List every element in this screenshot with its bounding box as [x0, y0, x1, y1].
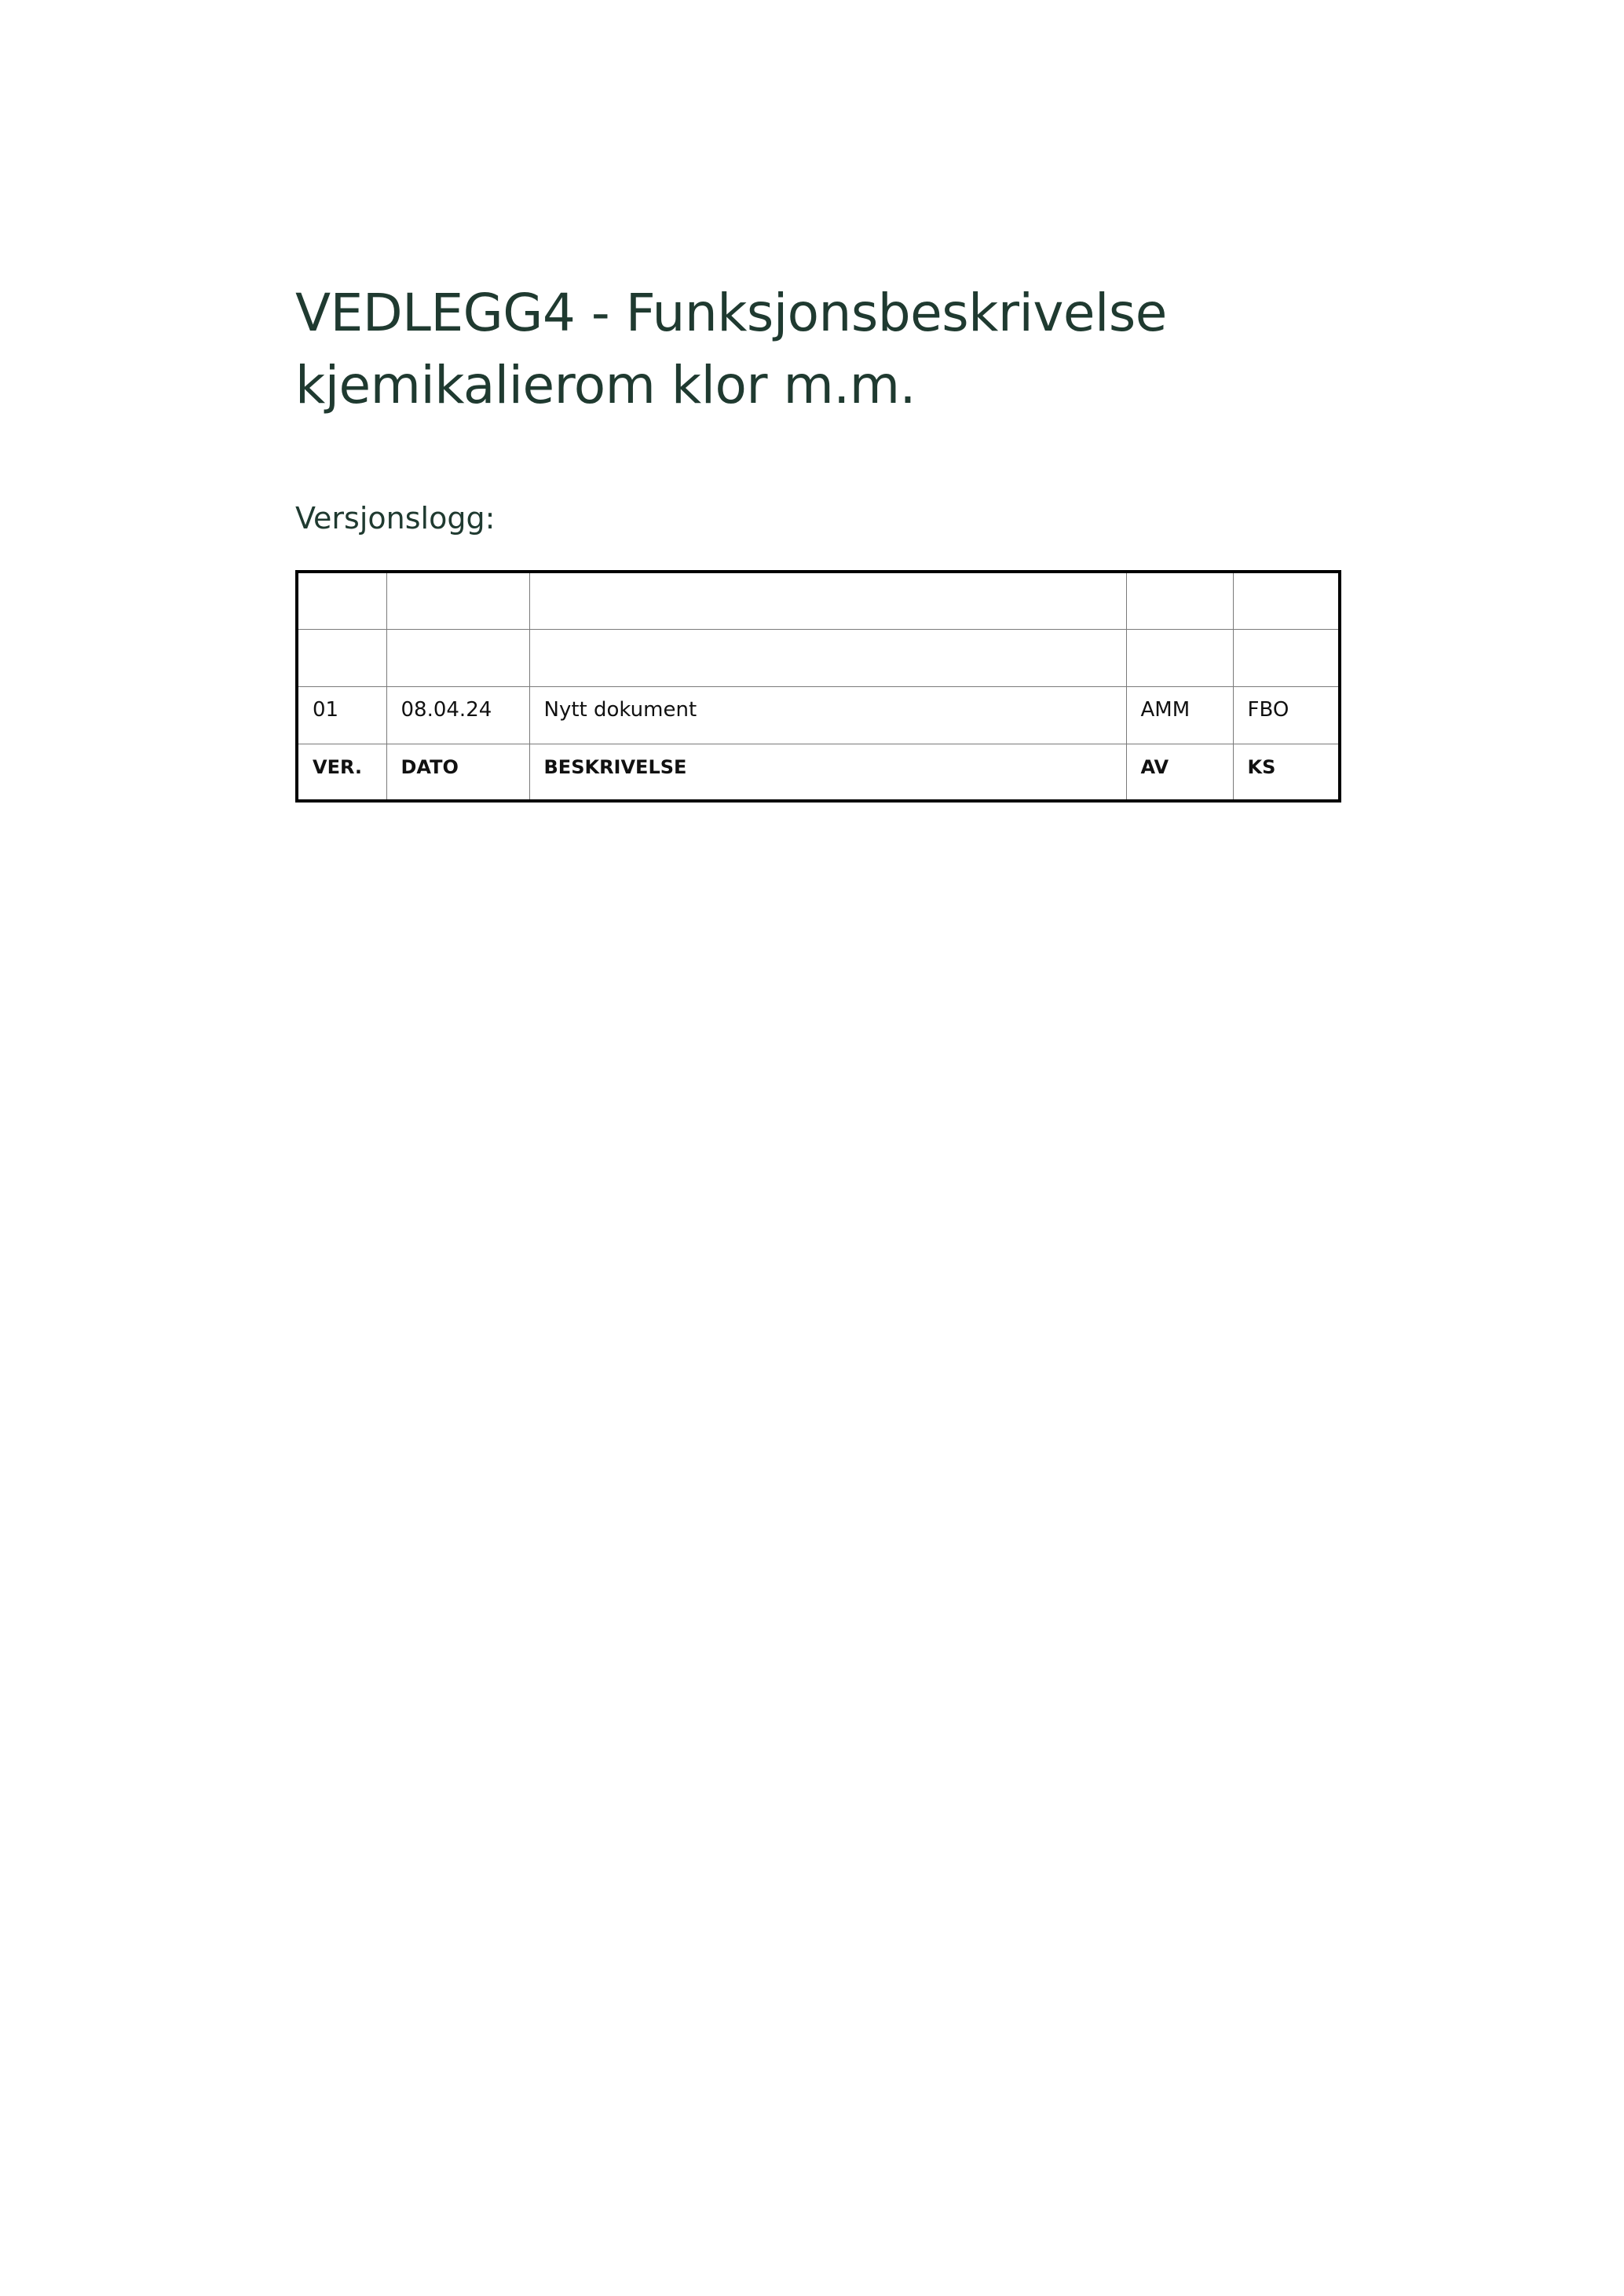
dato-cell	[386, 572, 529, 629]
column-header-beskrivelse: BESKRIVELSE	[529, 744, 1126, 801]
dato-cell	[386, 629, 529, 686]
av-cell	[1126, 572, 1233, 629]
ver-cell	[297, 572, 386, 629]
ver-cell	[297, 629, 386, 686]
version-log-heading: Versjonslogg:	[295, 501, 496, 536]
ks-cell	[1233, 572, 1340, 629]
table-row	[297, 629, 1340, 686]
column-header-ver: VER.	[297, 744, 386, 801]
table-row	[297, 686, 1340, 744]
av-cell	[1126, 629, 1233, 686]
column-header-av: AV	[1126, 744, 1233, 801]
beskrivelse-cell	[529, 629, 1126, 686]
dato-cell: 08.04.24	[386, 686, 529, 744]
beskrivelse-cell: Nytt dokument	[529, 686, 1126, 744]
document-title	[295, 277, 1410, 422]
av-cell: AMM	[1126, 686, 1233, 744]
column-header-dato: DATO	[386, 744, 529, 801]
column-header-ks: KS	[1233, 744, 1340, 801]
document-title-line-2: kjemikalierom klor m.m.	[295, 355, 916, 415]
beskrivelse-cell	[529, 572, 1126, 629]
version-log-table	[295, 570, 1341, 803]
column-header-row	[297, 744, 1340, 801]
document-title-line-1: VEDLEGG4 - Funksjonsbeskrivelse	[295, 283, 1167, 343]
table-row	[297, 572, 1340, 629]
ver-cell: 01	[297, 686, 386, 744]
ks-cell	[1233, 629, 1340, 686]
ks-cell: FBO	[1233, 686, 1340, 744]
